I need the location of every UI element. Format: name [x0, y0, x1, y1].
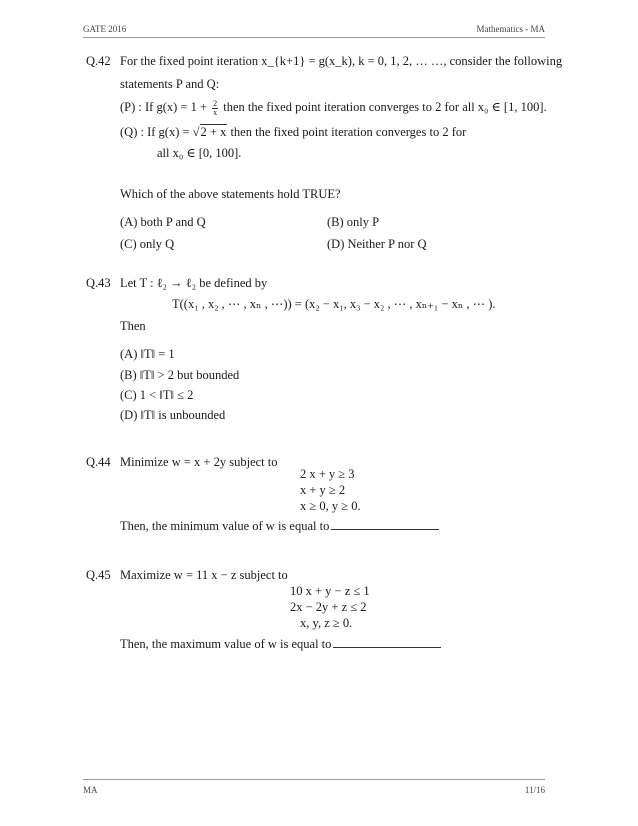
q44-answer-blank[interactable] — [331, 519, 439, 530]
q42-option-d: (D) Neither P nor Q — [327, 237, 427, 251]
q42-q-post: then the fixed point iteration converges to 2 for — [230, 125, 467, 139]
q42-option-b: (B) only P — [327, 215, 380, 229]
header-paper-name: Mathematics - MA — [476, 24, 545, 34]
q45-number: Q.45 — [86, 568, 111, 582]
q43-then: Then — [120, 319, 146, 333]
q43-option-a: (A) ‖T‖ = 1 — [120, 347, 175, 361]
footer-subject-code: MA — [83, 785, 98, 795]
q43-option-d: (D) ‖T‖ is unbounded — [120, 408, 226, 422]
q45-constraint-1: 10 x + y − z ≤ 1 — [290, 584, 370, 598]
q44-number: Q.44 — [86, 455, 111, 469]
footer-page-number: 11/16 — [524, 785, 545, 795]
q45-answer-prompt: Then, the maximum value of w is equal to — [120, 637, 332, 651]
q42-p-fraction — [212, 100, 218, 117]
header-exam-title: GATE 2016 — [83, 24, 127, 34]
q43-stem-line1: Let T : ℓ₂ → ℓ₂ be defined by — [120, 276, 268, 290]
header-divider — [83, 37, 545, 38]
q44-constraint-1: 2 x + y ≥ 3 — [300, 467, 355, 481]
q43-number: Q.43 — [86, 276, 111, 290]
q42-p-post: then the fixed point iteration converges to 2 for all x₀ ∈ [1, 100]. — [223, 100, 547, 114]
q43-equation: T((x₁ , x₂ , ⋯ , xₙ , ⋯)) = (x₂ − x₁, x₃ − x₂ , ⋯ , xₙ₊₁ − xₙ , ⋯ ). — [172, 297, 496, 311]
q44-answer-prompt: Then, the minimum value of w is equal to — [120, 519, 330, 533]
q43-option-b: (B) ‖T‖ > 2 but bounded — [120, 368, 240, 382]
q42-q-pre: (Q) : If g(x) = √ — [120, 125, 200, 139]
q42-statement-q-line2: all x₀ ∈ [0, 100]. — [157, 146, 242, 160]
q42-p-frac-den: x — [213, 107, 218, 117]
q42-q-radicand: 2 + x — [200, 125, 227, 139]
q44-constraint-2: x + y ≥ 2 — [300, 483, 346, 497]
q42-statement-q — [120, 124, 466, 140]
q42-prompt: Which of the above statements hold TRUE? — [120, 187, 341, 201]
q45-constraint-3: x, y, z ≥ 0. — [300, 616, 353, 630]
q44-stem: Minimize w = x + 2y subject to — [120, 455, 278, 469]
q44-answer-line — [120, 518, 439, 534]
q44-constraint-3: x ≥ 0, y ≥ 0. — [300, 499, 361, 513]
q42-p-pre: (P) : If g(x) = 1 + — [120, 100, 207, 114]
q42-option-a: (A) both P and Q — [120, 215, 206, 229]
q42-p-frac-num: 2 — [213, 98, 218, 108]
q42-number: Q.42 — [86, 54, 111, 68]
q45-constraint-2: 2x − 2y + z ≤ 2 — [290, 600, 367, 614]
q45-answer-blank[interactable] — [333, 637, 441, 648]
q43-option-c: (C) 1 < ‖T‖ ≤ 2 — [120, 388, 194, 402]
q45-answer-line — [120, 636, 441, 652]
footer-divider — [83, 779, 545, 780]
q45-stem: Maximize w = 11 x − z subject to — [120, 568, 288, 582]
q42-stem-line2: statements P and Q: — [120, 77, 220, 91]
q42-option-c: (C) only Q — [120, 237, 175, 251]
q42-stem-line1: For the fixed point iteration x_{k+1} = g(x_k), k = 0, 1, 2, … …, consider the following — [120, 54, 563, 68]
q42-statement-p — [120, 99, 547, 117]
